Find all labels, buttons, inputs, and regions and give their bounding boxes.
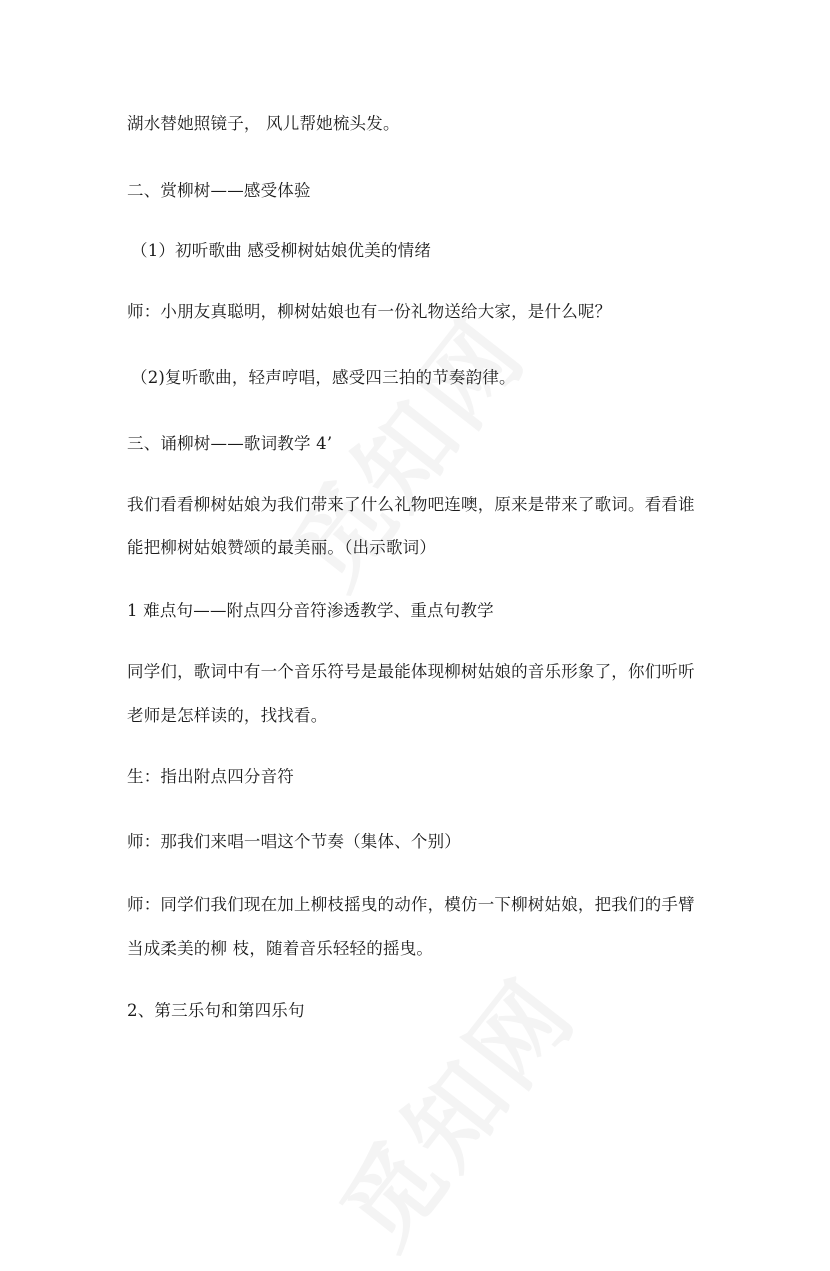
text-line: 师：小朋友真聪明，柳树姑娘也有一份礼物送给大家，是什么呢？ xyxy=(127,302,612,321)
text-line: 师：同学们我们现在加上柳枝摇曳的动作，模仿一下柳树姑娘，把我们的手臂 xyxy=(127,895,695,914)
section-heading: 三、诵柳树——歌词教学 4’ xyxy=(127,434,333,453)
text-line: 老师是怎样读的，找找看。 xyxy=(127,706,328,725)
text-line: （1）初听歌曲 感受柳树姑娘优美的情绪 xyxy=(131,241,432,260)
section-heading: 二、赏柳树——感受体验 xyxy=(127,181,311,200)
text-line: 我们看看柳树姑娘为我们带来了什么礼物吧连噢，原来是带来了歌词。看看谁 xyxy=(127,495,695,514)
text-line: 能把柳树姑娘赞颂的最美丽。（出示歌词） xyxy=(127,538,437,557)
subheading: 1 难点句——附点四分音符渗透教学、重点句教学 xyxy=(127,601,494,620)
text-line: 生：指出附点四分音符 xyxy=(127,767,294,786)
text-line: （2)复听歌曲，轻声哼唱，感受四三拍的节奏韵律。 xyxy=(131,368,516,387)
text-line: 同学们，歌词中有一个音乐符号是最能体现柳树姑娘的音乐形象了，你们听听 xyxy=(127,662,695,681)
text-line: 师：那我们来唱一唱这个节奏（集体、个别） xyxy=(127,832,461,851)
text-line: 当成柔美的柳 枝，随着音乐轻轻的摇曳。 xyxy=(127,939,434,958)
subheading: 2、第三乐句和第四乐句 xyxy=(127,1001,305,1020)
text-line: 湖水替她照镜子， 风儿帮她梳头发。 xyxy=(127,114,400,133)
watermark-logo xyxy=(305,946,601,1271)
